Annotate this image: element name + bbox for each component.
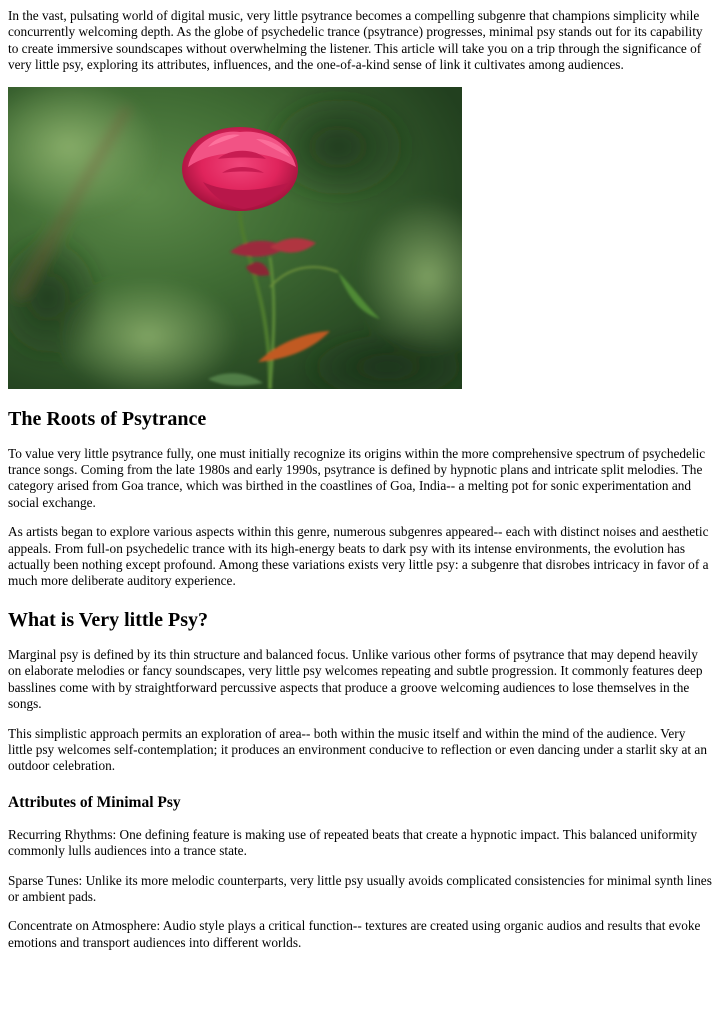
rose-photo (8, 87, 462, 389)
list-item: Concentrate on Atmosphere: Audio style plays a critical function-- textures are created using organic audios and results that evoke emotions and transport audiences into different worlds. (8, 918, 701, 950)
section-paragraph: Marginal psy is defined by its thin structure and balanced focus. Unlike various other forms of psytrance that may depend heavily on elaborate melodies or fancy soundscapes, very little psy welcomes repeating and subtle progression. It commonly features deep basslines come with by straightforward percussive aspects that produce a groove welcoming audiences to lose themselves in the songs. (8, 646, 703, 712)
list-item: Sparse Tunes: Unlike its more melodic counterparts, very little psy usually avoids complicated consistencies for minimal synth lines or ambient pads. (8, 872, 712, 904)
section-heading: What is Very little Psy? (8, 608, 208, 631)
section-heading: The Roots of Psytrance (8, 407, 207, 430)
section-subheading: Attributes of Minimal Psy (8, 793, 181, 811)
intro-paragraph: In the vast, pulsating world of digital music, very little psytrance becomes a compelling subgenre that champions simplicity while concurrently welcoming depth. As the globe of psychedelic trance (psytrance) progresses, minimal psy stands out for its capability to create immersive soundscapes without overwhelming the listener. This article will take you on a trip through the significance of very little psy, exploring its attributes, influences, and the one-of-a-kind sense of link it cultivates among audiences. (8, 8, 703, 73)
section-paragraph: As artists began to explore various aspects within this genre, numerous subgenres appeared-- each with distinct noises and aesthetic appeals. From full-on psychedelic trance with its high-energy beats to dark psy with its intense environments, the evolution has actually been nothing except profound. Among these variations exists very little psy: a subgenre that disrobes intricacy in favor of a much more deliberate auditory experience. (8, 524, 709, 589)
list-item: Recurring Rhythms: One defining feature is making use of repeated beats that create a hypnotic impact. This balanced uniformity commonly lulls audiences into a trance state. (8, 826, 698, 859)
section-paragraph: This simplistic approach permits an exploration of area-- both within the music itself and within the mind of the audience. Very little psy welcomes self-contemplation; it produces an environment conducive to reflection or even dancing under a starlit sky at an outdoor celebration. (8, 725, 707, 774)
section-paragraph: To value very little psytrance fully, one must initially recognize its origins within the more comprehensive spectrum of psychedelic trance songs. Coming from the late 1980s and early 1990s, psytrance is defined by hypnotic plans and intricate split melodies. The category arised from Goa trance, which was birthed in the coastlines of Goa, India-- a melting pot for sonic experimentation and social exchange. (8, 445, 706, 510)
